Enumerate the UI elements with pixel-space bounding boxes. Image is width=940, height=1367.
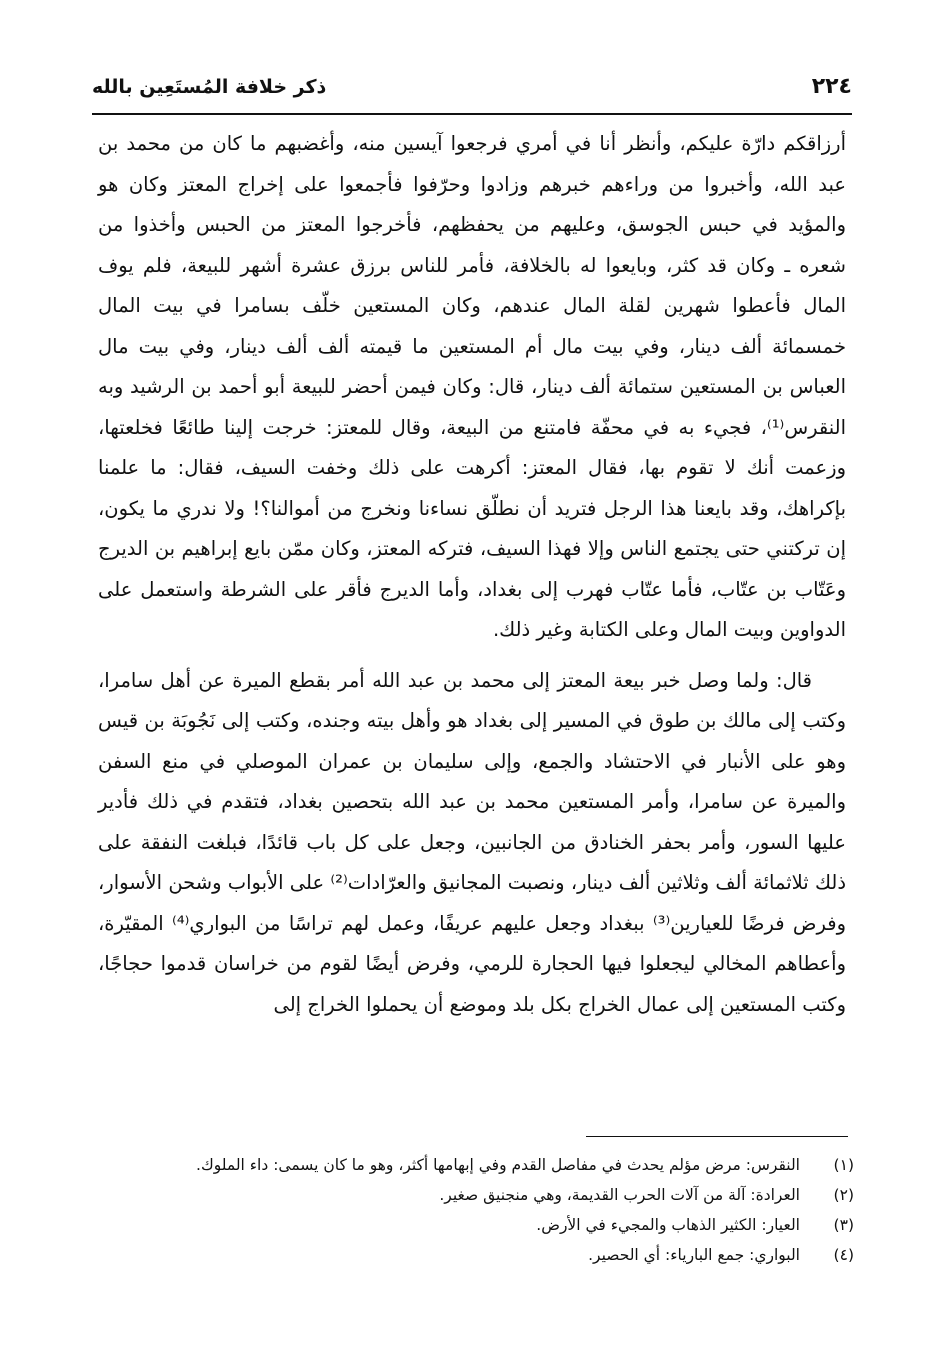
footnotes [98,1152,854,1272]
footnote-text: البواري: جمع البارياء: أي الحصير. [588,1246,800,1264]
footnote-4 [98,1242,854,1269]
paragraph-2: قال: ولما وصل خبر بيعة المعتز إلى محمد بن عبد الله أمر بقطع الميرة عن أهل سامرا، وكتب إلى مالك بن طوق في المسير إلى بغداد هو وأهل بيته وجنده، وكتب إلى نَجُوبَة بن قيس وهو على الأنبار في الاحتشاد والجمع، وإلى سليمان بن عمران الموصلي في منع السفن والميرة عن سامرا، وأمر المستعين محمد بن عبد الله بتحصين بغداد، فتقدم في ذلك فأدير عليها السور، وأمر بحفر الخنادق من الجانبين، وجعل على كل باب قائدًا، فبلغت النفقة على ذلك ثلاثمائة ألف وثلاثين ألف دينار، ونصبت المجانيق والعرّادات⁽²⁾ على الأبواب وشحن الأسوار، وفرض فرضًا للعيارين⁽³⁾ ببغداد وجعل عليهم عريفًا، وعمل لهم تراسًا من البواري⁽⁴⁾ المقيّرة، وأعطاهم المخالي ليجعلوا فيها الحجارة للرمي، وفرض أيضًا لقوم من خراسان قدموا حجاجًا، وكتب المستعين إلى عمال الخراج بكل بلد وموضع أن يحملوا الخراج إلى [98,668,846,1016]
footnote-text: العرادة: آلة من آلات الحرب القديمة، وهي منجنيق صغير. [439,1186,800,1204]
footnote-number: (٢) [833,1186,854,1204]
footnote-2 [98,1182,854,1209]
paragraph-1: أرزاقكم دارّة عليكم، وأنظر أنا في أمري فرجعوا آيسين منه، وأغضبهم ما كان من محمد بن عبد الله، وأخبروا من وراءهم خبرهم وزادوا وحرّفوا فأجمعوا على إخراج المعتز وكان هو والمؤيد في حبس الجوسق، وعليهم من يحفظهم، فأخرجوا المعتز من الحبس وأخذوا من شعره ـ وكان قد كثر، وبايعوا له بالخلافة، فأمر للناس برزق عشرة أشهر للبيعة، فلم يوف المال فأعطوا شهرين لقلة المال عندهم، وكان المستعين خلّف بسامرا في بيت المال خمسمائة ألف دينار، وفي بيت مال أم المستعين ما قيمته ألف ألف دينار، وفي بيت مال العباس بن المستعين ستمائة ألف دينار، قال: وكان فيمن أحضر للبيعة أبو أحمد بن الرشيد وبه النقرس⁽¹⁾، فجيء به في محفّة فامتنع من البيعة، وقال للمعتز: خرجت إلينا طائعًا فخلعتها، وزعمت أنك لا تقوم بها، فقال المعتز: أكرهت على ذلك وخفت السيف، فقال: ما علمنا بإكراهك، وقد بايعنا هذا الرجل فتريد أن نطلّق نساءنا ونخرج من أموالنا؟! ولا ندري ما يكون، إن تركتني حتى يجتمع الناس وإلا فهذا السيف، فتركه المعتز، وكان ممّن بايع إبراهيم بن الديرج وعَتّاب بن عتّاب، فأما عتّاب فهرب إلى بغداد، وأما الديرج فأقر على الشرطة واستعمل على الدواوين وبيت المال وعلى الكتابة وغير ذلك. [98,132,846,641]
header-divider [92,113,852,115]
footnote-number: (٤) [833,1246,854,1264]
footnote-divider [586,1136,848,1137]
footnote-number: (٣) [833,1216,854,1234]
footnote-text: العيار: الكثير الذهاب والمجيء في الأرض. [536,1216,800,1234]
footnote-number: (١) [833,1156,854,1174]
footnote-3 [98,1212,854,1239]
main-text [98,124,846,1025]
page-number: ٢٢٤ [811,74,852,99]
running-title: ذكر خلافة المُستَعِين بالله [92,76,327,98]
running-head [92,70,852,110]
footnote-1 [98,1152,854,1179]
footnote-text: النقرس: مرض مؤلم يحدث في مفاصل القدم وفي إبهامها أكثر، وهو ما كان يسمى: داء الملوك. [196,1156,800,1174]
